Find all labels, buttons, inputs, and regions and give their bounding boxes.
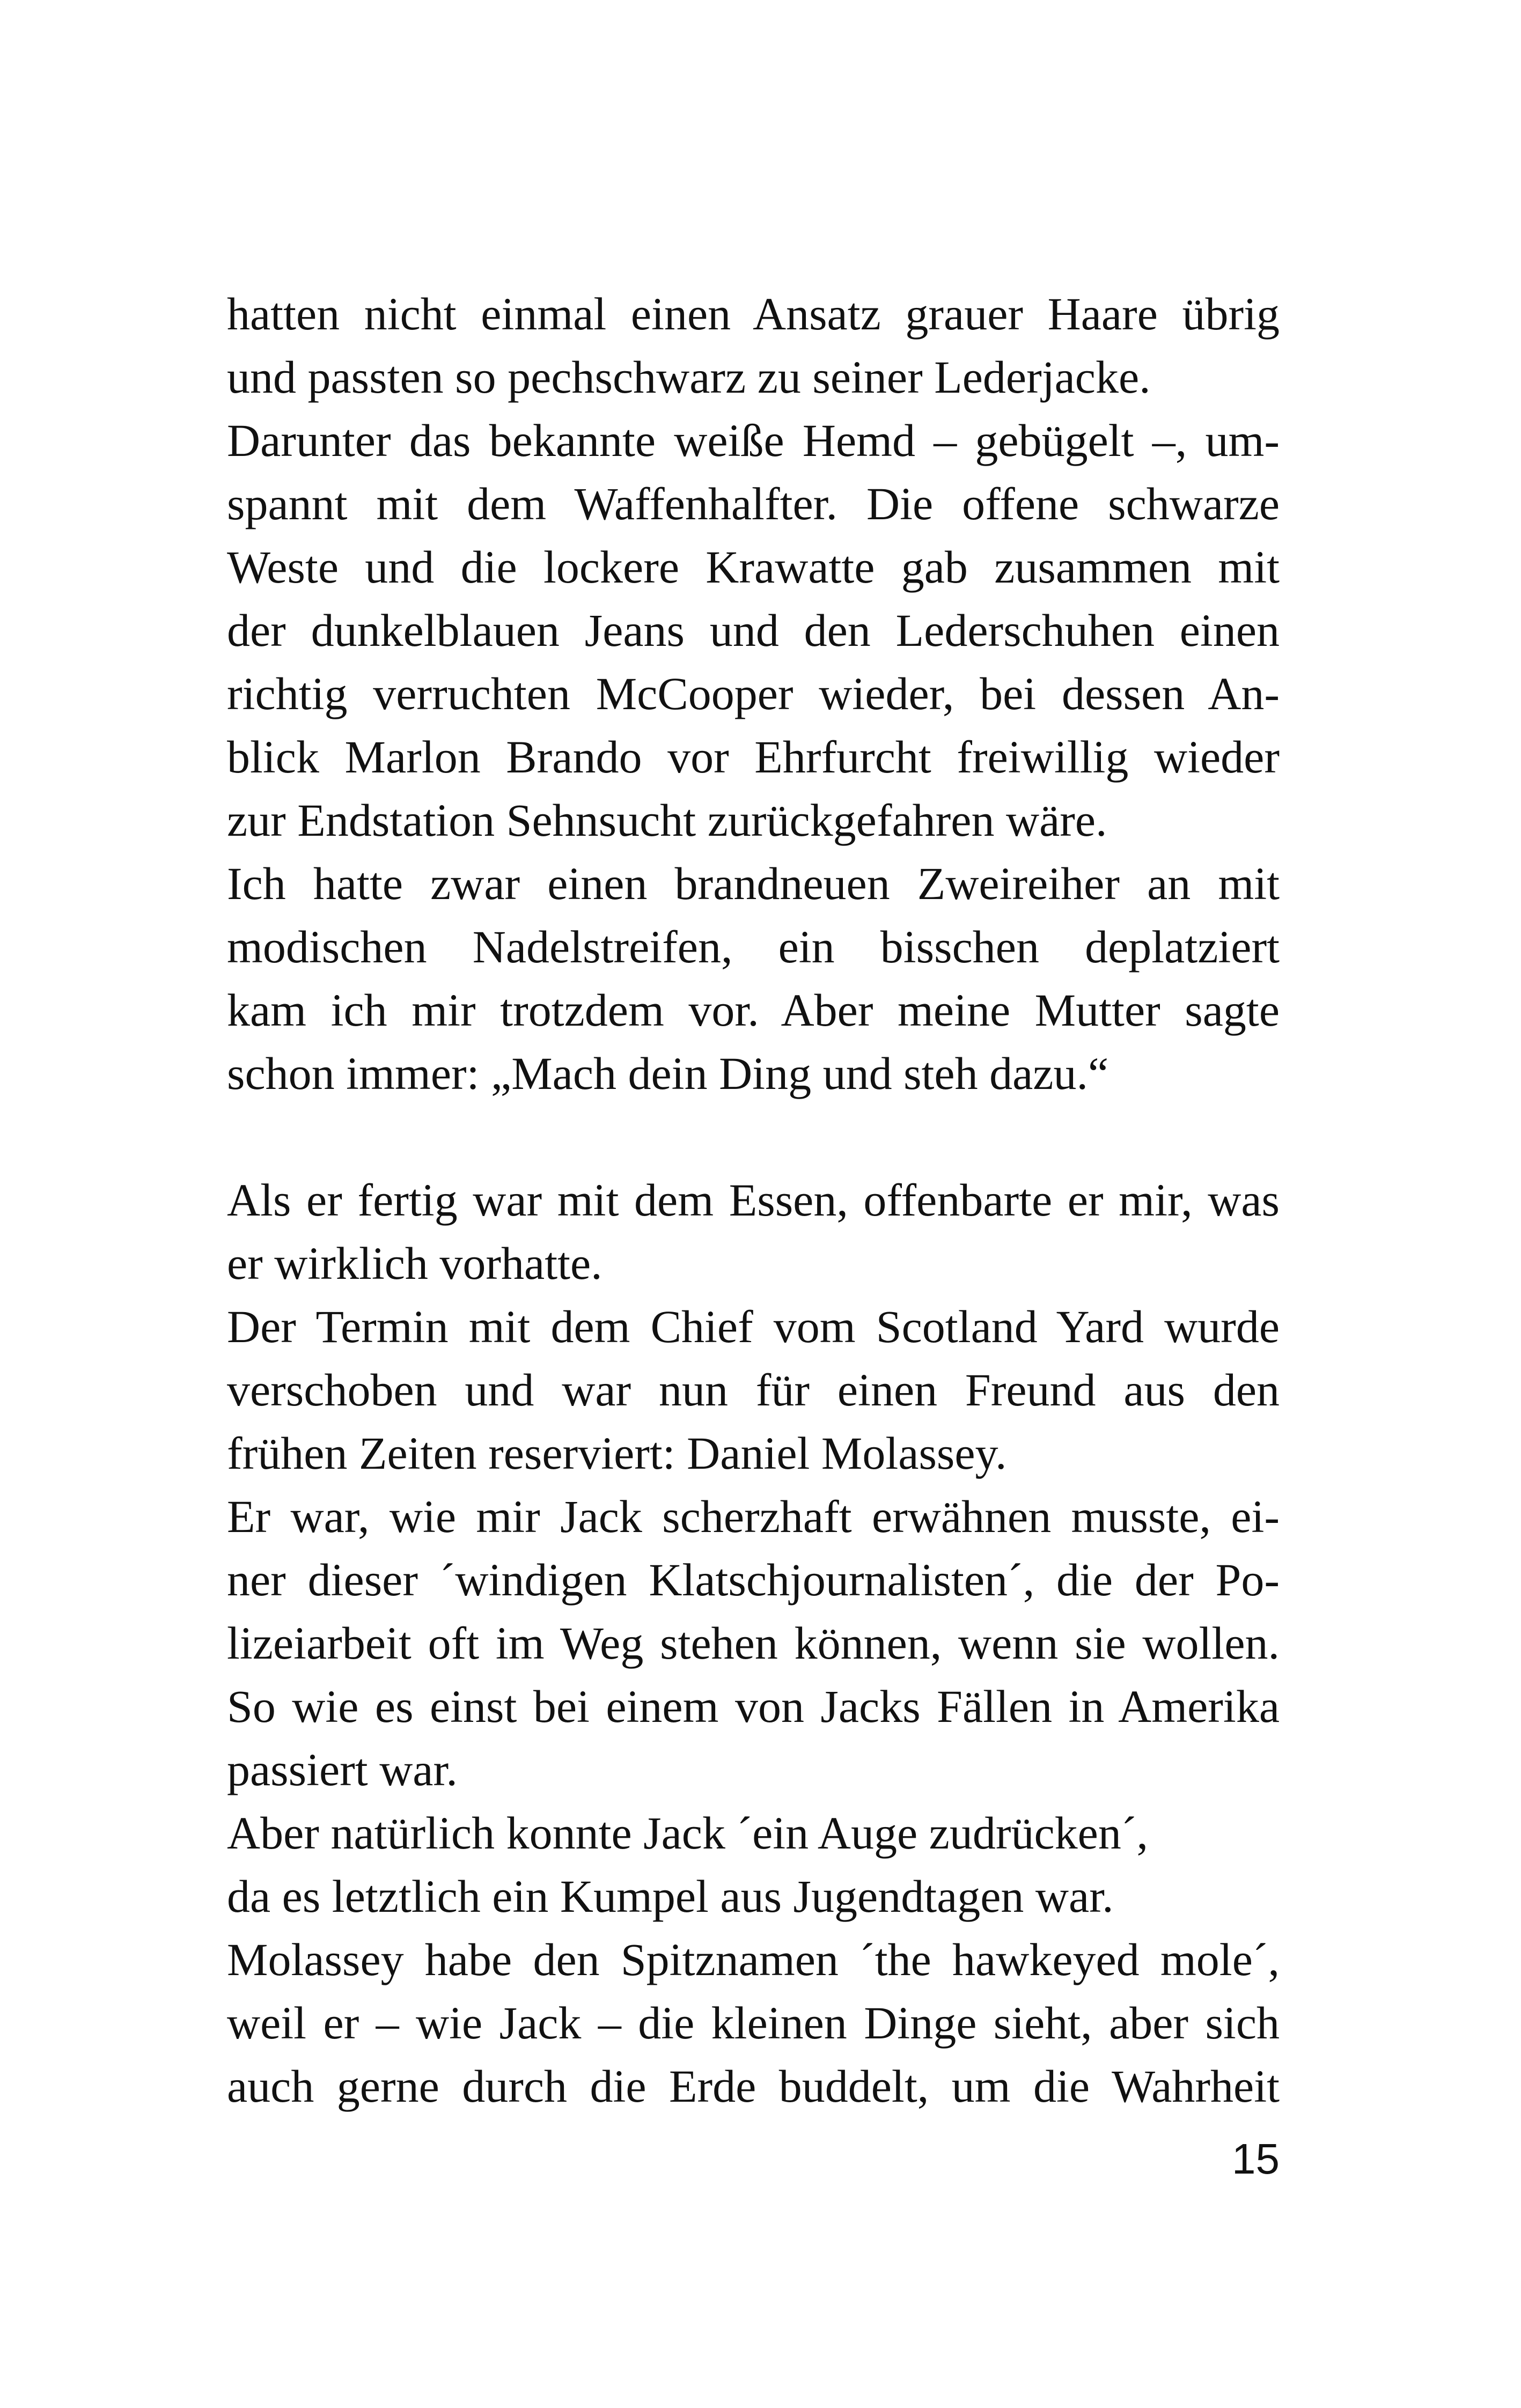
text-line: hatten nicht einmal einen Ansatz grauer Haare übrig	[227, 288, 1280, 340]
body-text	[227, 282, 1280, 2118]
text-line: Molassey habe den Spitznamen ´the hawkeyed mole´,	[227, 1934, 1280, 1985]
text-line: und passten so pechschwarz zu seiner Lederjacke.	[227, 351, 1151, 403]
text-line: Als er fertig war mit dem Essen, offenbarte er mir, was	[227, 1174, 1280, 1226]
text-line: Ich hatte zwar einen brandneuen Zweireiher an mit	[227, 858, 1280, 909]
paragraph-gap	[227, 1105, 1280, 1168]
text-line: Er war, wie mir Jack scherzhaft erwähnen musste, ei-	[227, 1491, 1280, 1542]
text-line: modischen Nadelstreifen, ein bisschen deplatziert	[227, 921, 1280, 973]
text-line: er wirklich vorhatte.	[227, 1238, 602, 1289]
text-line: Aber natürlich konnte Jack ´ein Auge zudrücken´,	[227, 1807, 1148, 1859]
text-line: frühen Zeiten reserviert: Daniel Molassey.	[227, 1427, 1007, 1479]
text-line: richtig verruchten McCooper wieder, bei dessen An-	[227, 668, 1280, 719]
text-line: passiert war.	[227, 1744, 458, 1795]
text-line: der dunkelblauen Jeans und den Lederschuhen einen	[227, 605, 1280, 656]
text-line: Der Termin mit dem Chief vom Scotland Yard wurde	[227, 1301, 1280, 1352]
text-line: zur Endstation Sehnsucht zurückgefahren wäre.	[227, 794, 1107, 846]
text-line: spannt mit dem Waffenhalfter. Die offene schwarze	[227, 478, 1280, 529]
page-number: 15	[1232, 2135, 1280, 2183]
text-line: verschoben und war nun für einen Freund aus den	[227, 1364, 1280, 1416]
text-line: schon immer: „Mach dein Ding und steh dazu.“	[227, 1048, 1109, 1099]
text-line: da es letztlich ein Kumpel aus Jugendtagen war.	[227, 1871, 1114, 1922]
text-line: blick Marlon Brando vor Ehrfurcht freiwillig wieder	[227, 731, 1280, 783]
text-line: kam ich mir trotzdem vor. Aber meine Mutter sagte	[227, 984, 1280, 1036]
text-line: Darunter das bekannte weiße Hemd – gebügelt –, um-	[227, 415, 1280, 466]
text-line: weil er – wie Jack – die kleinen Dinge sieht, aber sich	[227, 1997, 1280, 2049]
text-line: ner dieser ´windigen Klatschjournalisten´, die der Po-	[227, 1554, 1280, 1606]
text-line: lizeiarbeit oft im Weg stehen können, wenn sie wollen.	[227, 1617, 1280, 1669]
text-line: auch gerne durch die Erde buddelt, um die Wahrheit	[227, 2060, 1280, 2112]
text-line: Weste und die lockere Krawatte gab zusammen mit	[227, 541, 1280, 593]
text-line: So wie es einst bei einem von Jacks Fällen in Amerika	[227, 1681, 1280, 1732]
